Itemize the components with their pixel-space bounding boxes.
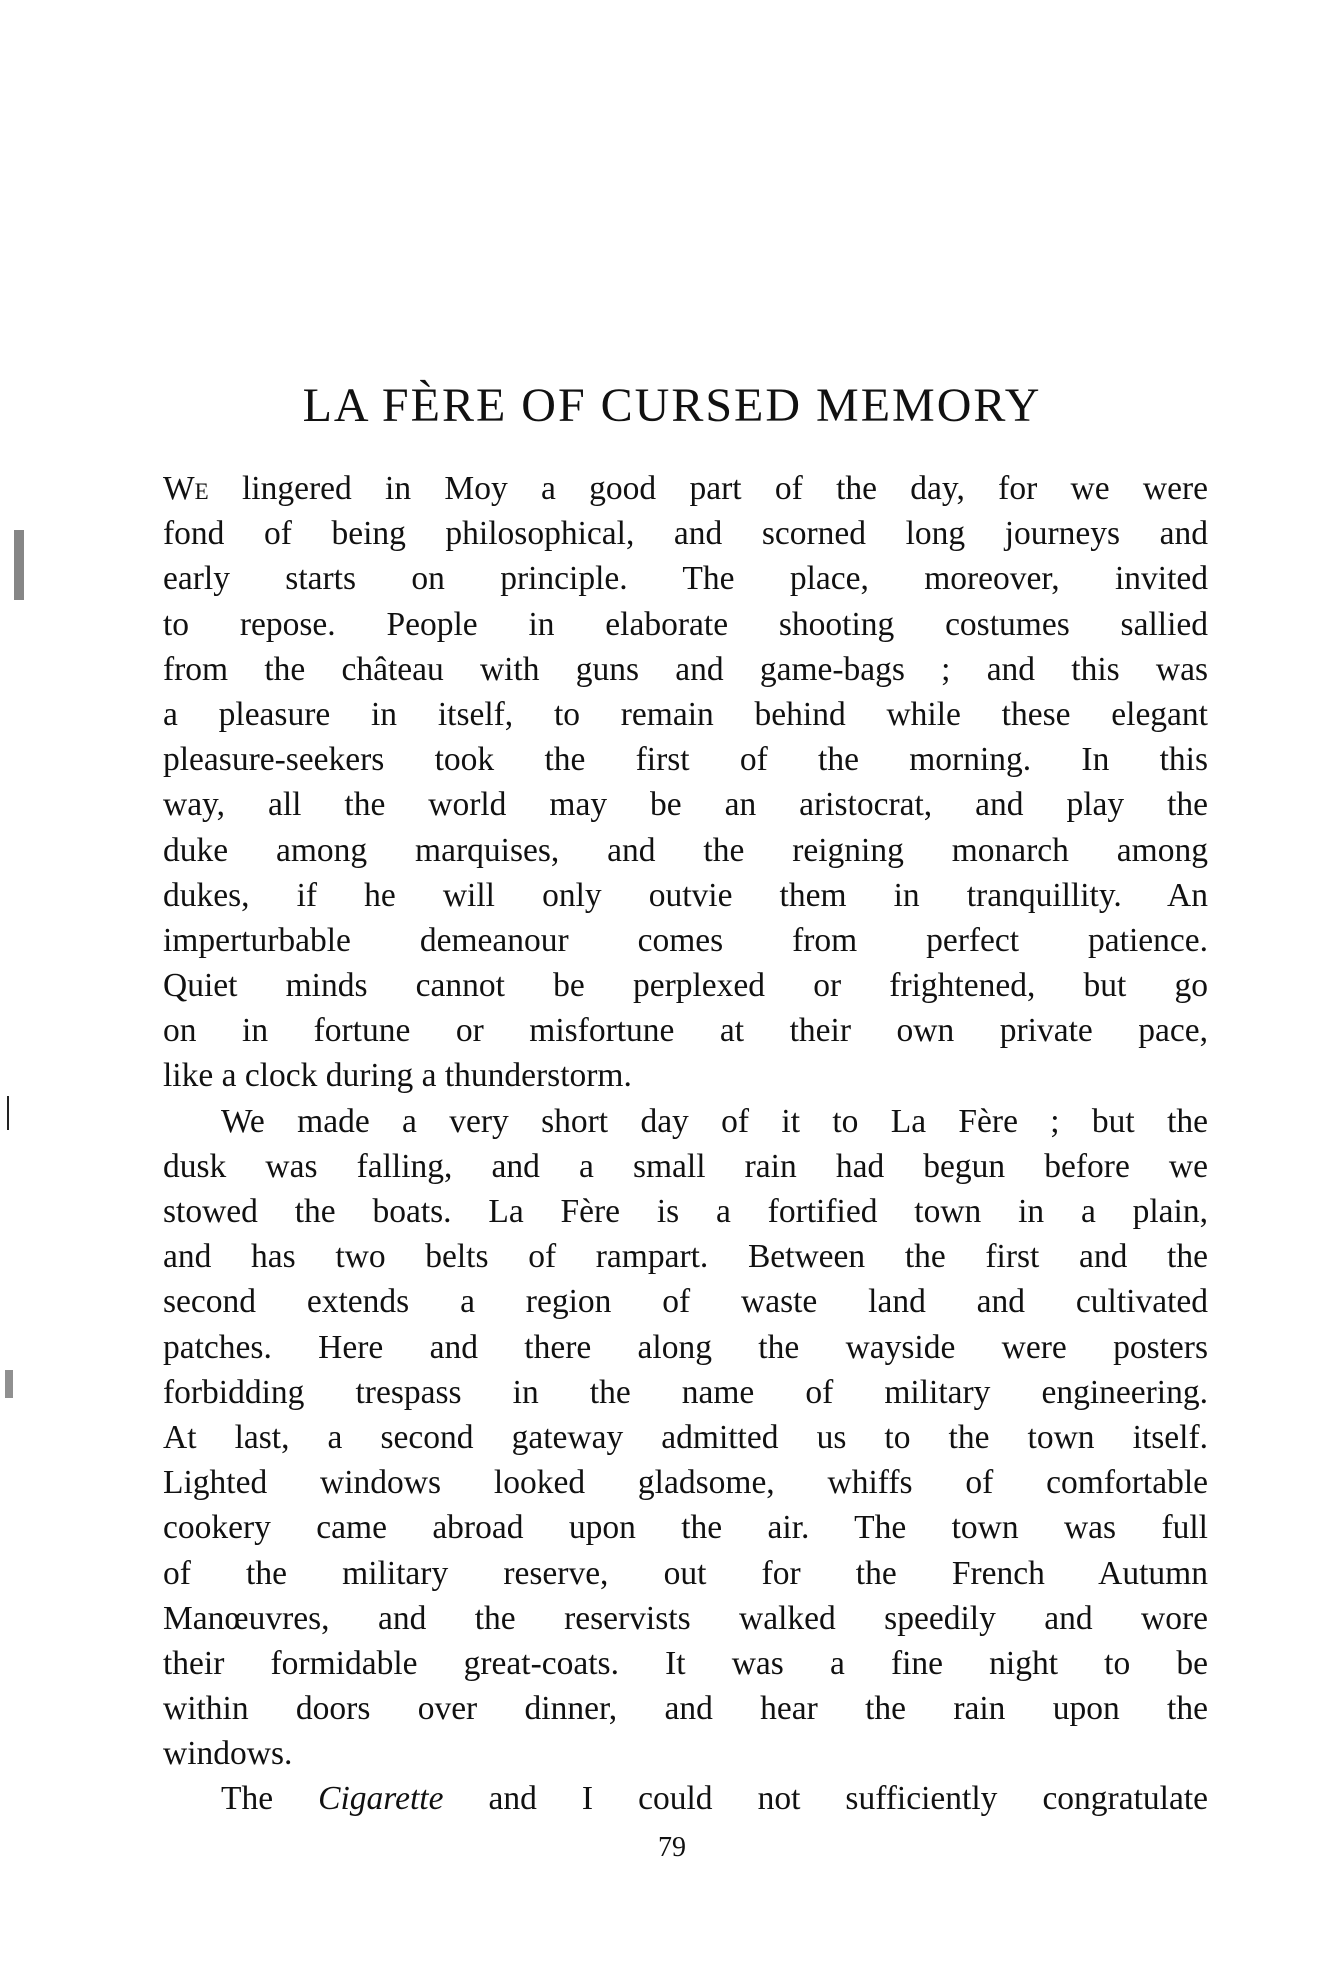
chapter-body	[163, 466, 1208, 1822]
text-line: way, all the world may be an aristocrat, and play the	[163, 786, 1208, 824]
text-line: pleasure-seekers took the first of the morning. In this	[163, 741, 1208, 779]
text-line: stowed the boats. La Fère is a fortified town in a plain,	[163, 1193, 1208, 1230]
scan-margin-line	[7, 1096, 9, 1130]
line-text: lingered in Moy a good part of the day, for we were	[208, 470, 1208, 507]
text-line: Quiet minds cannot be perplexed or frightened, but go	[163, 967, 1208, 1005]
boat-name-italic: Cigarette	[318, 1780, 444, 1818]
text-line: their formidable great-coats. It was a fine night to be	[163, 1644, 1208, 1682]
text-line: from the château with guns and game-bags ; and this was	[163, 650, 1208, 688]
scan-margin-speck	[14, 530, 24, 600]
drop-smallcaps: We	[163, 470, 209, 507]
text-line: imperturbable demeanour comes from perfect patience.	[163, 921, 1208, 959]
text-line: patches. Here and there along the wayside were posters	[163, 1328, 1208, 1366]
text-line: Manœuvres, and the reservists walked speedily and wore	[163, 1599, 1208, 1637]
page-number: 79	[658, 1832, 686, 1863]
text-line: windows.	[163, 1735, 293, 1773]
text-line: and has two belts of rampart. Between the first and the	[163, 1238, 1208, 1276]
text-line: dukes, if he will only outvie them in tranquillity. An	[163, 876, 1208, 914]
text-line: fond of being philosophical, and scorned long journeys and	[163, 515, 1208, 553]
text-line: At last, a second gateway admitted us to the town itself.	[163, 1418, 1208, 1456]
line-text: The	[221, 1780, 319, 1818]
chapter-title: LA FÈRE OF CURSED MEMORY	[302, 379, 1042, 433]
scan-margin-speck	[5, 1370, 13, 1398]
text-line: forbidding trespass in the name of military engineering.	[163, 1373, 1208, 1411]
text-line: second extends a region of waste land and cultivated	[163, 1283, 1208, 1321]
text-line: on in fortune or misfortune at their own private pace,	[163, 1012, 1208, 1050]
text-line	[163, 1776, 1208, 1821]
text-line: cookery came abroad upon the air. The town was full	[163, 1509, 1208, 1547]
text-line: We made a very short day of it to La Fère ; but the	[221, 1102, 1208, 1140]
text-line: like a clock during a thunderstorm.	[163, 1057, 632, 1095]
text-line: early starts on principle. The place, moreover, invited	[163, 560, 1208, 598]
text-line: a pleasure in itself, to remain behind while these elegant	[163, 695, 1208, 733]
text-line: of the military reserve, out for the French Autumn	[163, 1554, 1208, 1592]
text-line: Lighted windows looked gladsome, whiffs of comfortable	[163, 1464, 1208, 1502]
line-text: and I could not sufficiently congratulate	[443, 1780, 1208, 1818]
text-line: within doors over dinner, and hear the rain upon the	[163, 1690, 1208, 1728]
text-line	[163, 466, 1208, 511]
text-line: duke among marquises, and the reigning monarch among	[163, 831, 1208, 869]
text-line: dusk was falling, and a small rain had begun before we	[163, 1147, 1208, 1185]
text-line: to repose. People in elaborate shooting costumes sallied	[163, 605, 1208, 643]
